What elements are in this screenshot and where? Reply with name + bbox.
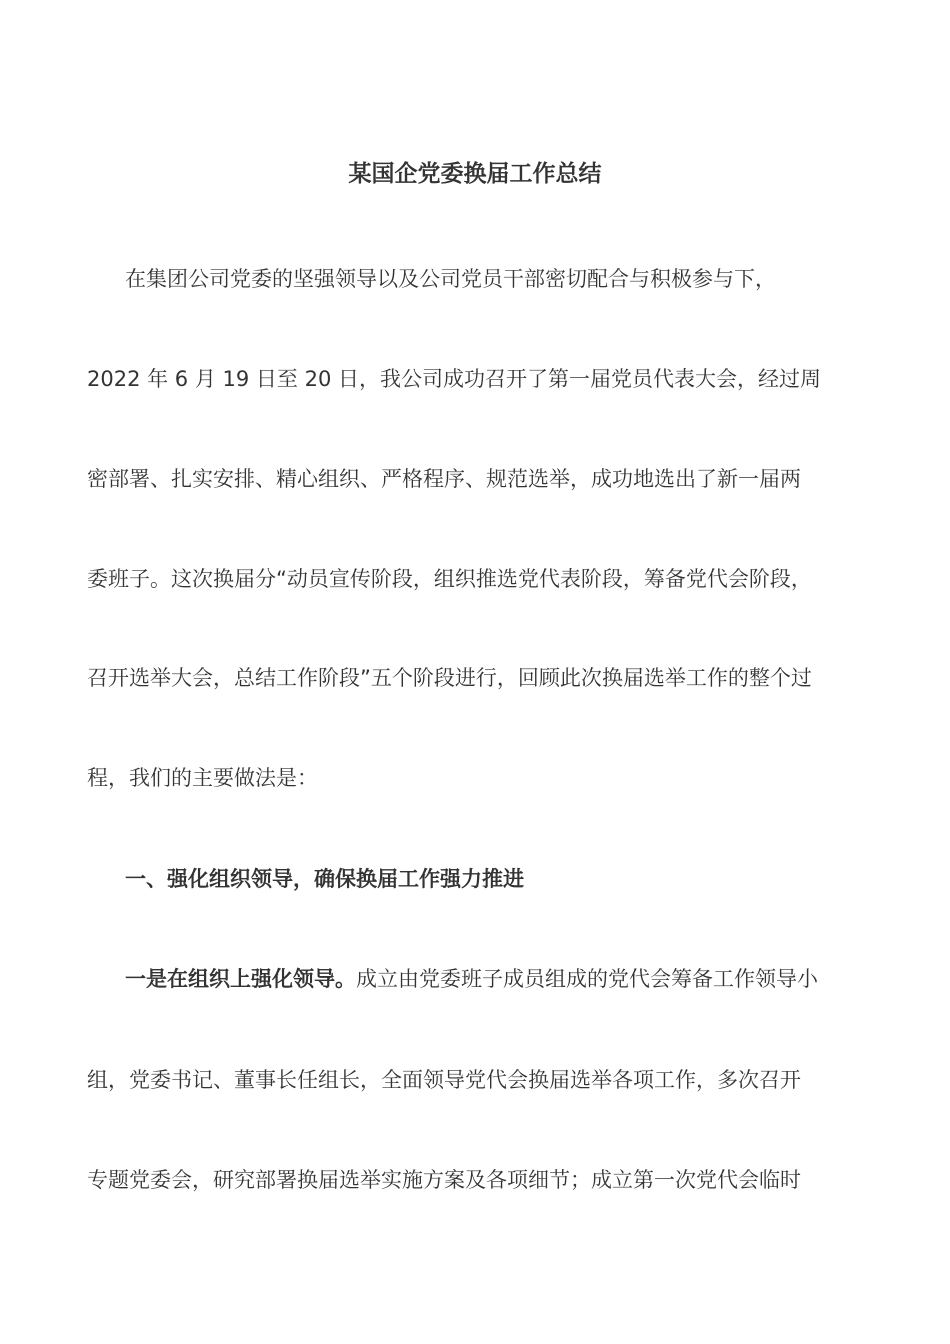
paragraph-line: 密部署、扎实安排、精心组织、严格程序、规范选举，成功地选出了新一届两 <box>87 467 801 491</box>
point-lead: 一是在组织上强化领导。 <box>125 967 356 991</box>
section-heading: 一、强化组织领导，确保换届工作强力推进 <box>125 867 524 891</box>
paragraph-line: 专题党委会，研究部署换届选举实施方案及各项细节；成立第一次党代会临时 <box>87 1168 801 1192</box>
paragraph-line <box>125 963 915 995</box>
point-text: 成立由党委班子成员组成的党代会筹备工作领导小 <box>356 967 818 991</box>
paragraph-line: 2022 年 6 月 19 日至 20 日，我公司成功召开了第一届党员代表大会，经过周 <box>87 367 821 391</box>
paragraph-line: 在集团公司党委的坚强领导以及公司党员干部密切配合与积极参与下， <box>125 267 776 291</box>
paragraph-line: 组，党委书记、董事长任组长，全面领导党代会换届选举各项工作，多次召开 <box>87 1068 801 1092</box>
paragraph-line: 程，我们的主要做法是： <box>87 766 318 790</box>
document-title: 某国企党委换届工作总结 <box>348 161 602 187</box>
paragraph-line: 召开选举大会，总结工作阶段”五个阶段进行，回顾此次换届选举工作的整个过 <box>87 666 812 690</box>
paragraph-line: 委班子。这次换届分“动员宣传阶段，组织推选党代表阶段，筹备党代会阶段， <box>87 567 812 591</box>
